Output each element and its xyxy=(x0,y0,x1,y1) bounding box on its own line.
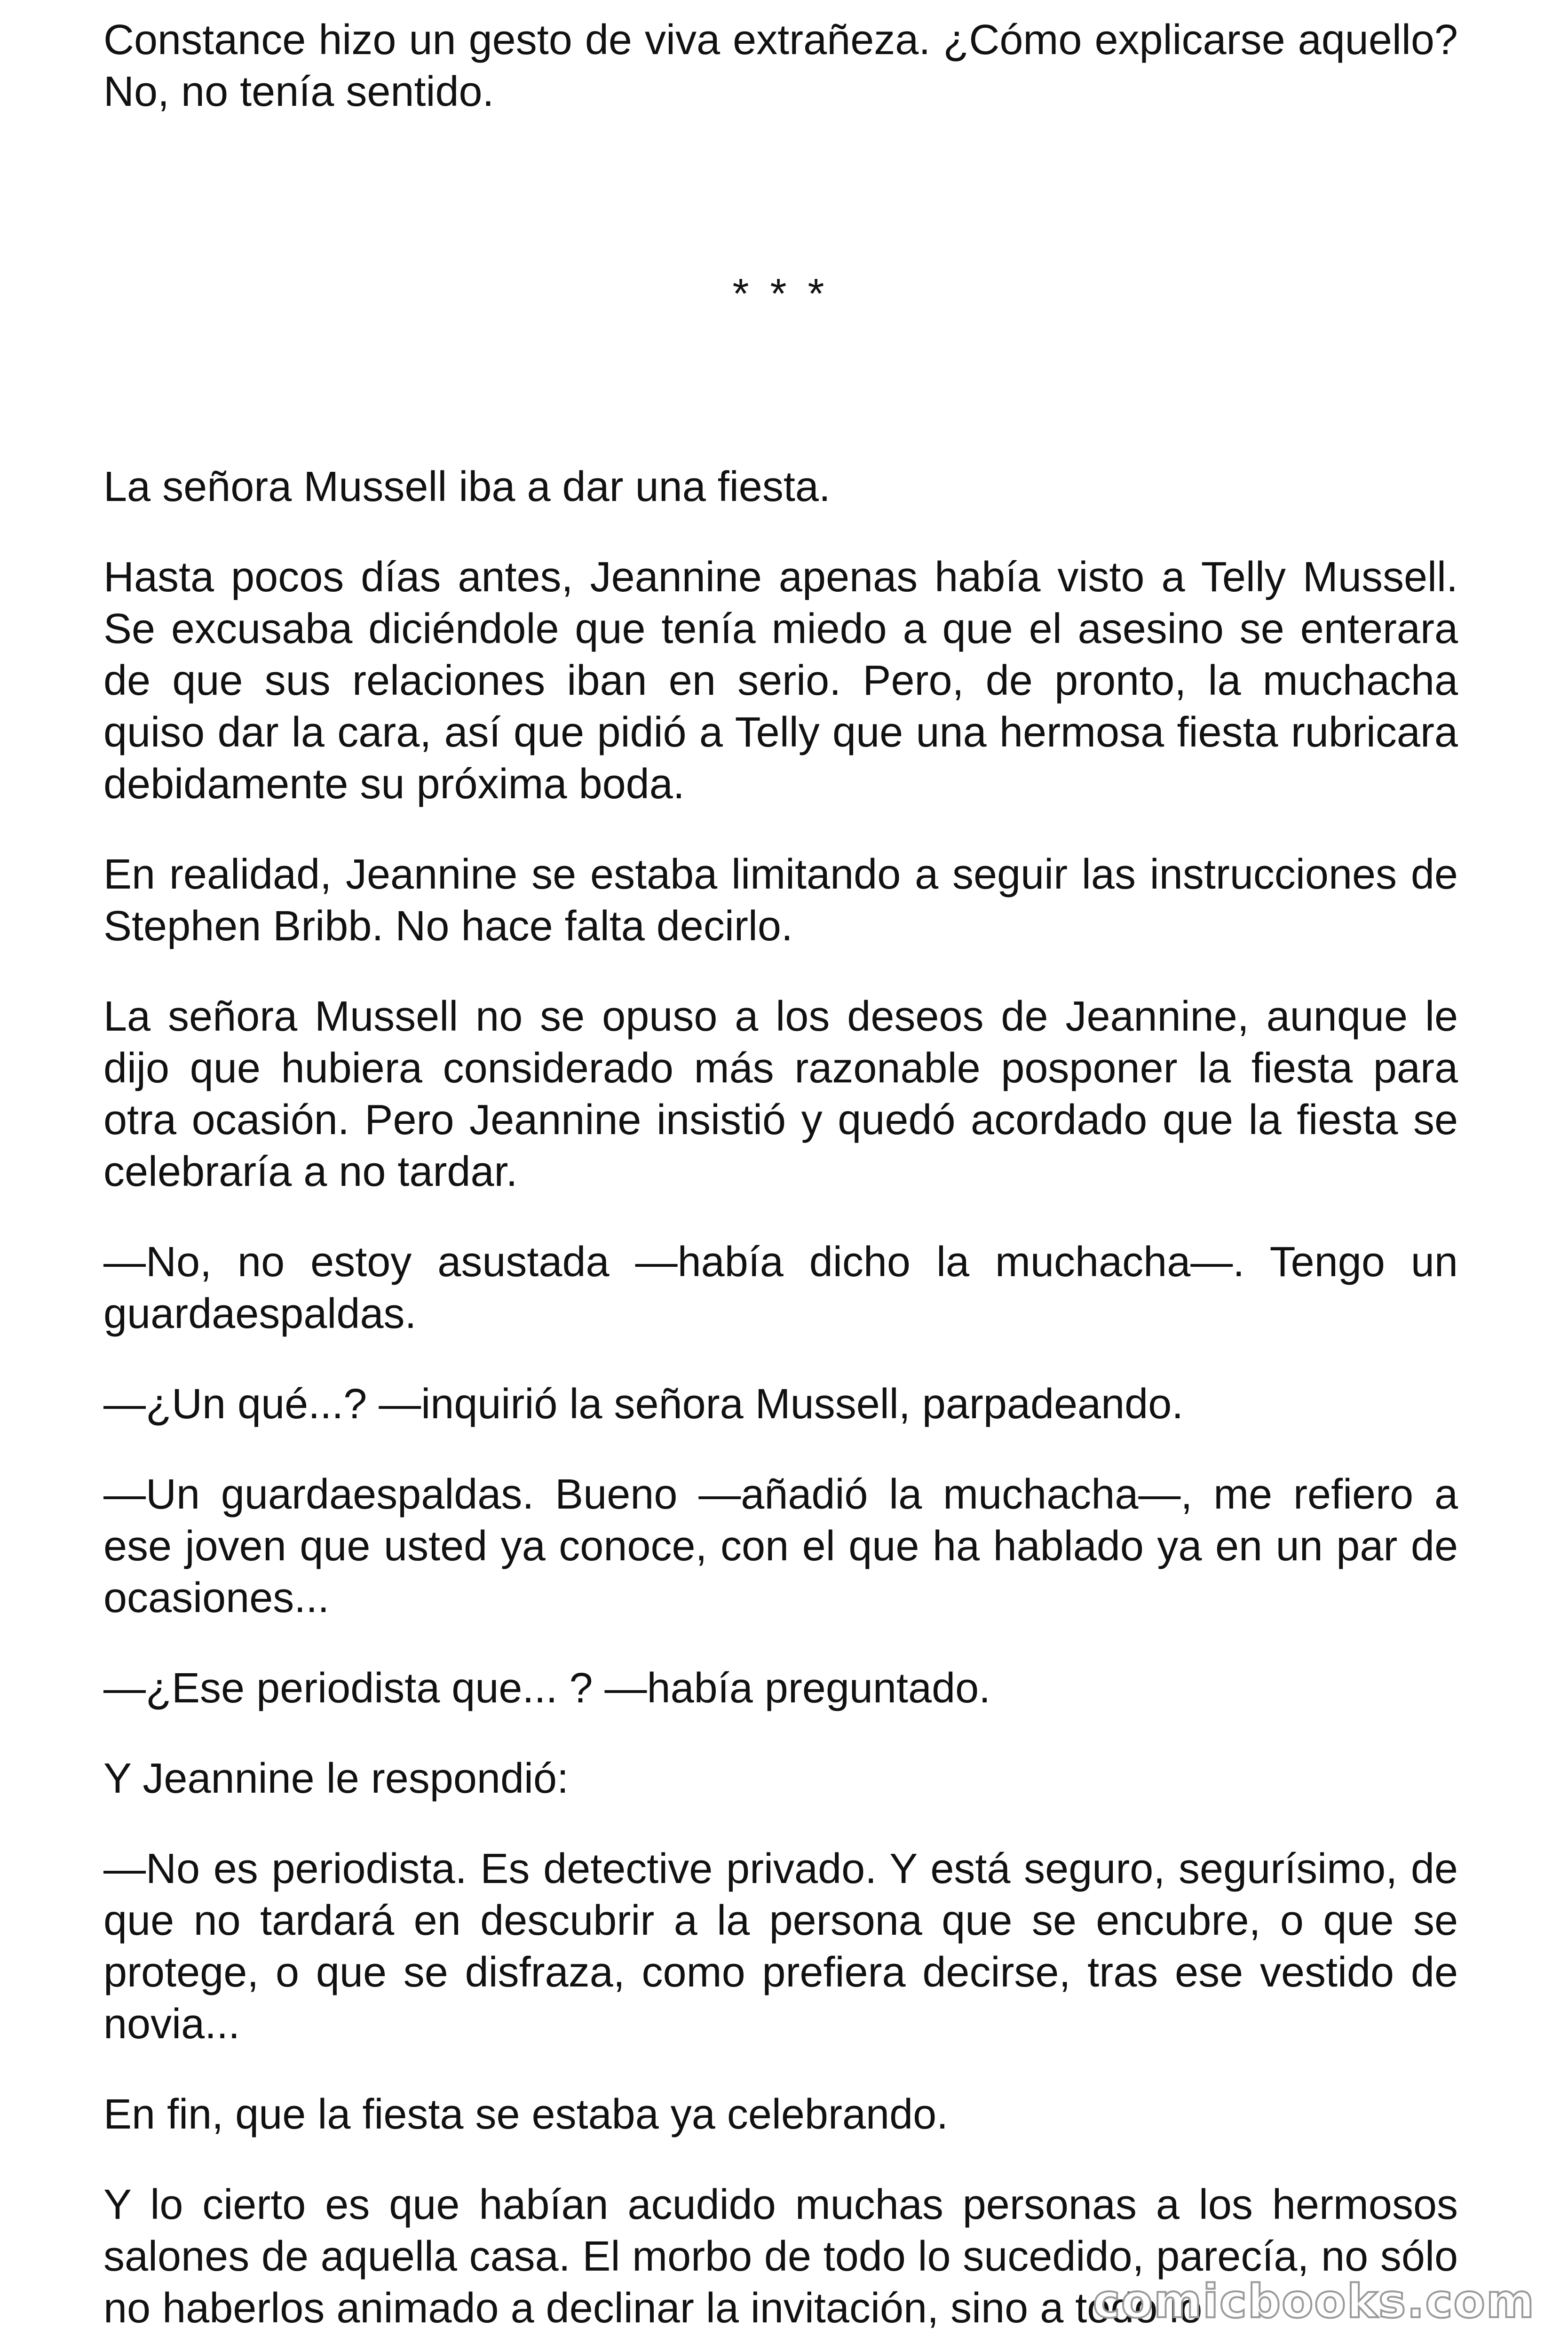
document-page xyxy=(103,14,1458,2352)
paragraph-8: —Un guardaespaldas. Bueno —añadió la muchacha—, me refiero a ese joven que usted ya conoce, con el que ha hablado ya en un par de ocasiones... xyxy=(103,1471,1458,1621)
paragraph-7: —¿Un qué...? —inquirió la señora Mussell, parpadeando. xyxy=(103,1381,1184,1428)
section-separator: * * * xyxy=(732,270,829,318)
watermark-logo: comicbooks.com xyxy=(1093,2275,1535,2328)
paragraph-2: La señora Mussell iba a dar una fiesta. xyxy=(103,463,831,510)
paragraph-12: En fin, que la fiesta se estaba ya celebrando. xyxy=(103,2091,949,2138)
paragraph-4: En realidad, Jeannine se estaba limitando a seguir las instrucciones de Stephen Bribb. No hace falta decirlo. xyxy=(103,851,1458,950)
paragraph-6: —No, no estoy asustada —había dicho la muchacha—. Tengo un guardaespaldas. xyxy=(103,1239,1458,1337)
paragraph-1: Constance hizo un gesto de viva extrañeza. ¿Cómo explicarse aquello? No, no tenía sentido. xyxy=(103,16,1458,115)
paragraph-10: Y Jeannine le respondió: xyxy=(103,1755,569,1802)
paragraph-3: Hasta pocos días antes, Jeannine apenas había visto a Telly Mussell. Se excusaba diciéndole que tenía miedo a que el asesino se enterara de que sus relaciones iban en serio. Pero, de pronto, la muchacha quiso dar la cara, así que pidió a Telly que una hermosa fiesta rubricara debidamente su próxima boda. xyxy=(103,554,1458,808)
paragraph-5: La señora Mussell no se opuso a los deseos de Jeannine, aunque le dijo que hubiera considerado más razonable posponer la fiesta para otra ocasión. Pero Jeannine insistió y quedó acordado que la fiesta se celebraría a no tardar. xyxy=(103,993,1458,1195)
paragraph-9: —¿Ese periodista que... ? —había preguntado. xyxy=(103,1665,991,1712)
paragraph-13: Y lo cierto es que habían acudido muchas personas a los hermosos salones de aquella casa. El morbo de todo lo sucedido, parecía, no sólo no haberlos animado a declinar la invitación, sino a todo lo xyxy=(103,2181,1458,2332)
paragraph-11: —No es periodista. Es detective privado. Y está seguro, segurísimo, de que no tardará en descubrir a la persona que se encubre, o que se protege, o que se disfraza, como prefiera decirse, tras ese vestido de novia... xyxy=(103,1845,1458,2048)
